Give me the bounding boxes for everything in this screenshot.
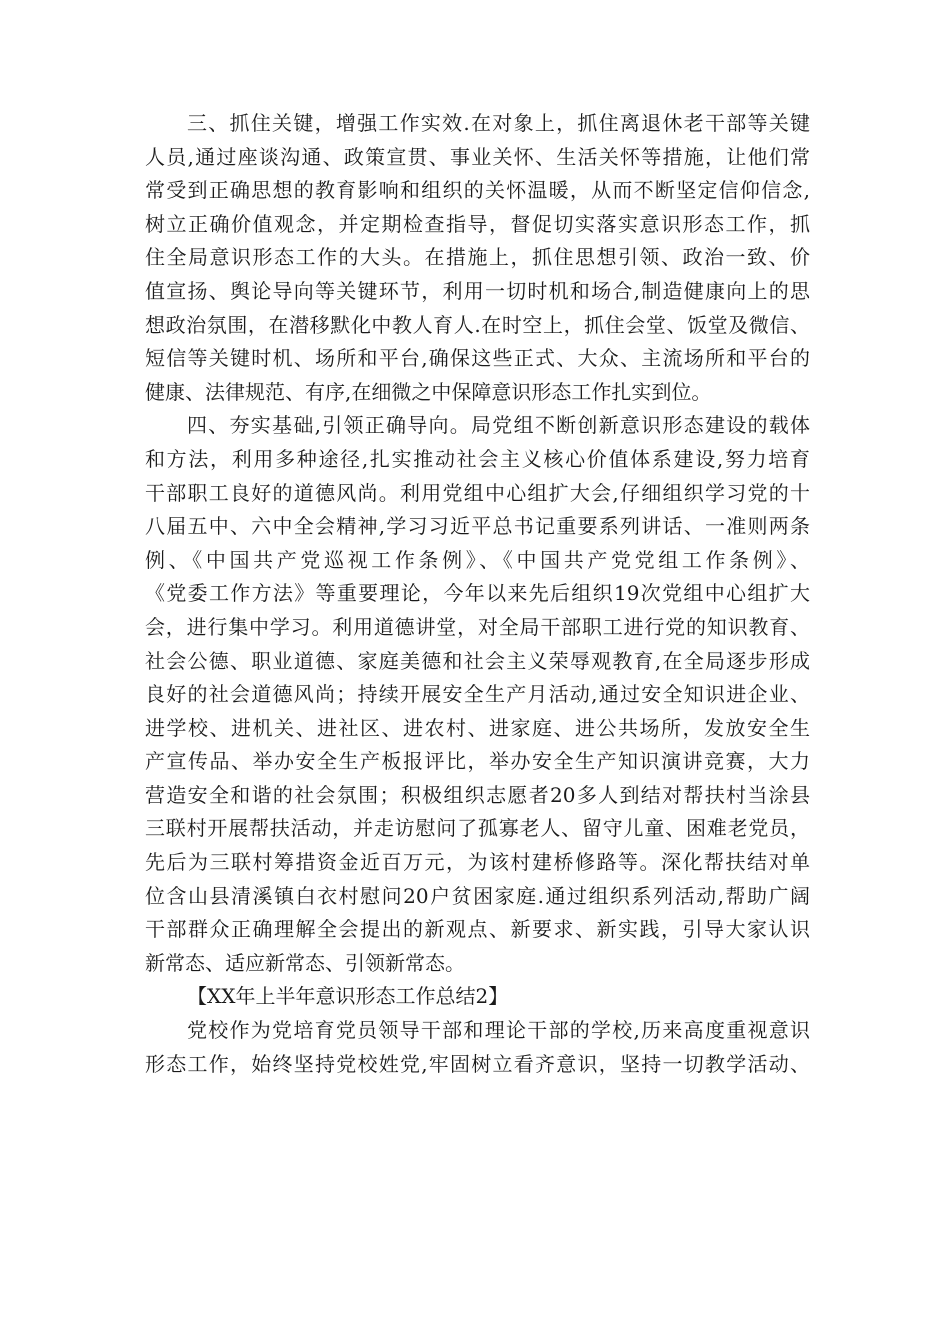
- text-line: 党校作为党培育党员领导干部和理论干部的学校,历来高度重视意识: [187, 1018, 810, 1043]
- text-line: 四、夯实基础,引领正确导向。局党组不断创新意识形态建设的载体: [187, 413, 810, 438]
- text-line: 值宣扬、舆论导向等关键环节，利用一切时机和场合,制造健康向上的思: [145, 278, 810, 303]
- text-line: 三、抓住关键，增强工作实效.在对象上，抓住离退休老干部等关键: [187, 111, 810, 135]
- text-line: 健康、法律规范、有序,在细微之中保障意识形态工作扎实到位。: [145, 379, 712, 404]
- text-line: 新常态、适应新常态、引领新常态。: [145, 950, 465, 975]
- text-line: 社会公德、职业道德、家庭美德和社会主义荣辱观教育,在全局逐步形成: [145, 648, 810, 673]
- text-line: 住全局意识形态工作的大头。在措施上，抓住思想引领、政治一致、价: [145, 245, 810, 270]
- text-line: 会，进行集中学习。利用道德讲堂，对全局干部职工进行党的知识教育、: [145, 614, 810, 639]
- text-line: 产宣传品、举办安全生产板报评比，举办安全生产知识演讲竞赛，大力: [145, 749, 810, 774]
- text-line: 位含山县清溪镇白衣村慰问20户贫困家庭.通过组织系列活动,帮助广阔: [145, 883, 810, 908]
- text-line: 干部群众正确理解全会提出的新观点、新要求、新实践，引导大家认识: [145, 917, 810, 942]
- text-line: 《党委工作方法》等重要理论，今年以来先后组织19次党组中心组扩大: [145, 581, 810, 606]
- text-line: 营造安全和谐的社会氛围；积极组织志愿者20多人到结对帮扶村当涂县: [145, 782, 810, 807]
- text-line: 三联村开展帮扶活动，并走访慰问了孤寡老人、留守儿童、困难老党员，: [145, 816, 810, 841]
- text-line: 人员,通过座谈沟通、政策宣贯、事业关怀、生活关怀等措施，让他们常: [145, 144, 810, 169]
- text-line: 良好的社会道德风尚；持续开展安全生产月活动,通过安全知识进企业、: [145, 682, 810, 707]
- text-line: 干部职工良好的道德风尚。利用党组中心组扩大会,仔细组织学习党的十: [145, 480, 810, 505]
- text-line: 八届五中、六中全会精神,学习习近平总书记重要系列讲话、一准则两条: [145, 514, 810, 539]
- section-heading: 【XX年上半年意识形态工作总结2】: [187, 984, 509, 1009]
- text-line: 常受到正确思想的教育影响和组织的关怀温暖，从而不断坚定信仰信念,: [145, 178, 810, 203]
- text-line: 和方法，利用多种途径,扎实推动社会主义核心价值体系建设,努力培育: [145, 446, 810, 471]
- text-line: 形态工作，始终坚持党校姓党,牢固树立看齐意识，坚持一切教学活动、: [145, 1051, 810, 1076]
- text-line: 树立正确价值观念，并定期检查指导，督促切实落实意识形态工作，抓: [145, 211, 810, 236]
- text-line: 先后为三联村筹措资金近百万元，为该村建桥修路等。深化帮扶结对单: [145, 850, 810, 875]
- text-line: 进学校、进机关、进社区、进农村、进家庭、进公共场所，发放安全生: [145, 715, 810, 740]
- text-line: 短信等关键时机、场所和平台,确保这些正式、大众、主流场所和平台的: [145, 346, 810, 371]
- text-line: 想政治氛围，在潜移默化中教人育人.在时空上，抓住会堂、饭堂及微信、: [145, 312, 810, 337]
- text-line: 例、《中国共产党巡视工作条例》、《中国共产党党组工作条例》、: [145, 547, 810, 572]
- document-body: [145, 107, 810, 1081]
